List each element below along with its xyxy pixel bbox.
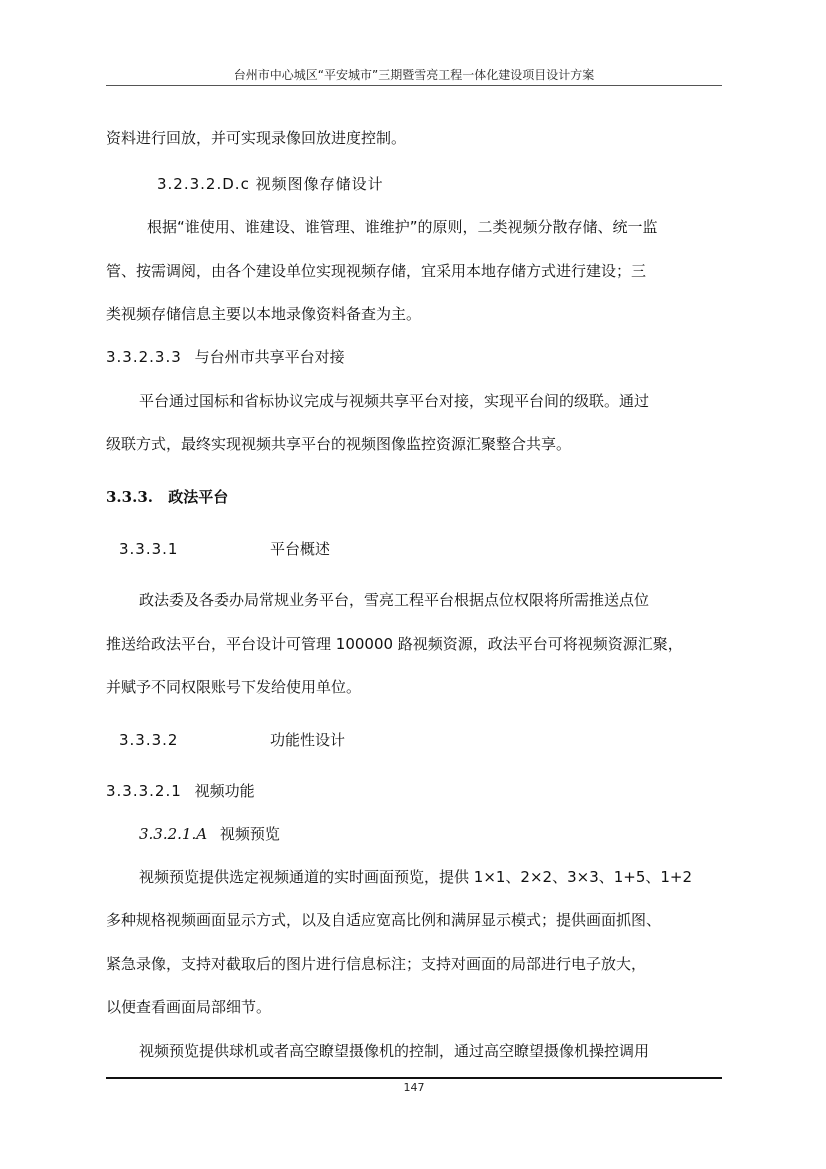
paragraph-line: 推送给政法平台，平台设计可管理 100000 路视频资源，政法平台可将视频资源汇聚， <box>106 635 683 653</box>
paragraph-line: 根据“谁使用、谁建设、谁管理、谁维护”的原则，二类视频分散存储、统一监 <box>147 218 658 236</box>
section-heading <box>106 487 228 507</box>
paragraph-line: 视频预览提供选定视频通道的实时画面预览，提供 1×1、2×2、3×3、1+5、1+2 <box>139 868 693 886</box>
footer-divider <box>106 1077 722 1079</box>
subsection-heading <box>106 781 255 801</box>
heading-number: 3.3.3.1 <box>119 540 179 558</box>
paragraph-line: 级联方式，最终实现视频共享平台的视频图像监控资源汇聚整合共享。 <box>106 435 572 453</box>
heading-title: 与台州市共享平台对接 <box>194 348 345 366</box>
heading-title: 视频预览 <box>219 825 280 843</box>
subsection-heading <box>119 730 178 750</box>
subsection-heading <box>157 174 384 194</box>
heading-number: 3.3.3.2 <box>119 731 179 749</box>
heading-number: 3.3.2.1.A <box>139 825 208 843</box>
heading-title: 平台概述 <box>270 540 331 558</box>
subsection-heading <box>119 539 178 559</box>
subsection-heading <box>106 347 345 367</box>
page-number: 147 <box>403 1081 425 1094</box>
heading-title: 视频功能 <box>194 782 255 800</box>
heading-number: 3.3.3. <box>106 488 153 506</box>
heading-number: 3.3.3.2.1 <box>106 782 182 800</box>
paragraph-line: 多种规格视频画面显示方式，以及自适应宽高比例和满屏显示模式；提供画面抓图、 <box>106 911 662 929</box>
paragraph-line: 政法委及各委办局常规业务平台，雪亮工程平台根据点位权限将所需推送点位 <box>139 591 650 609</box>
heading-title: 政法平台 <box>168 488 229 506</box>
paragraph-line: 资料进行回放，并可实现录像回放进度控制。 <box>106 129 407 147</box>
paragraph-line: 紧急录像，支持对截取后的图片进行信息标注；支持对画面的局部进行电子放大， <box>106 955 647 973</box>
paragraph-line: 视频预览提供球机或者高空瞭望摄像机的控制，通过高空瞭望摄像机操控调用 <box>139 1042 650 1060</box>
heading-number: 3.2.3.2.D.c 视频图像存储设计 <box>157 175 384 193</box>
header-divider <box>106 85 722 86</box>
paragraph-line: 以便查看画面局部细节。 <box>106 998 272 1016</box>
heading-number: 3.3.2.3.3 <box>106 348 182 366</box>
paragraph-line: 平台通过国标和省标协议完成与视频共享平台对接，实现平台间的级联。通过 <box>139 392 650 410</box>
paragraph-line: 管、按需调阅，由各个建设单位实现视频存储，宜采用本地存储方式进行建设；三 <box>106 262 647 280</box>
subsection-heading <box>139 824 280 844</box>
running-header: 台州市中心城区“平安城市”三期暨雪亮工程一体化建设项目设计方案 <box>233 68 595 82</box>
paragraph-line: 类视频存储信息主要以本地录像资料备查为主。 <box>106 305 422 323</box>
heading-title: 功能性设计 <box>270 731 346 749</box>
paragraph-line: 并赋予不同权限账号下发给使用单位。 <box>106 678 362 696</box>
